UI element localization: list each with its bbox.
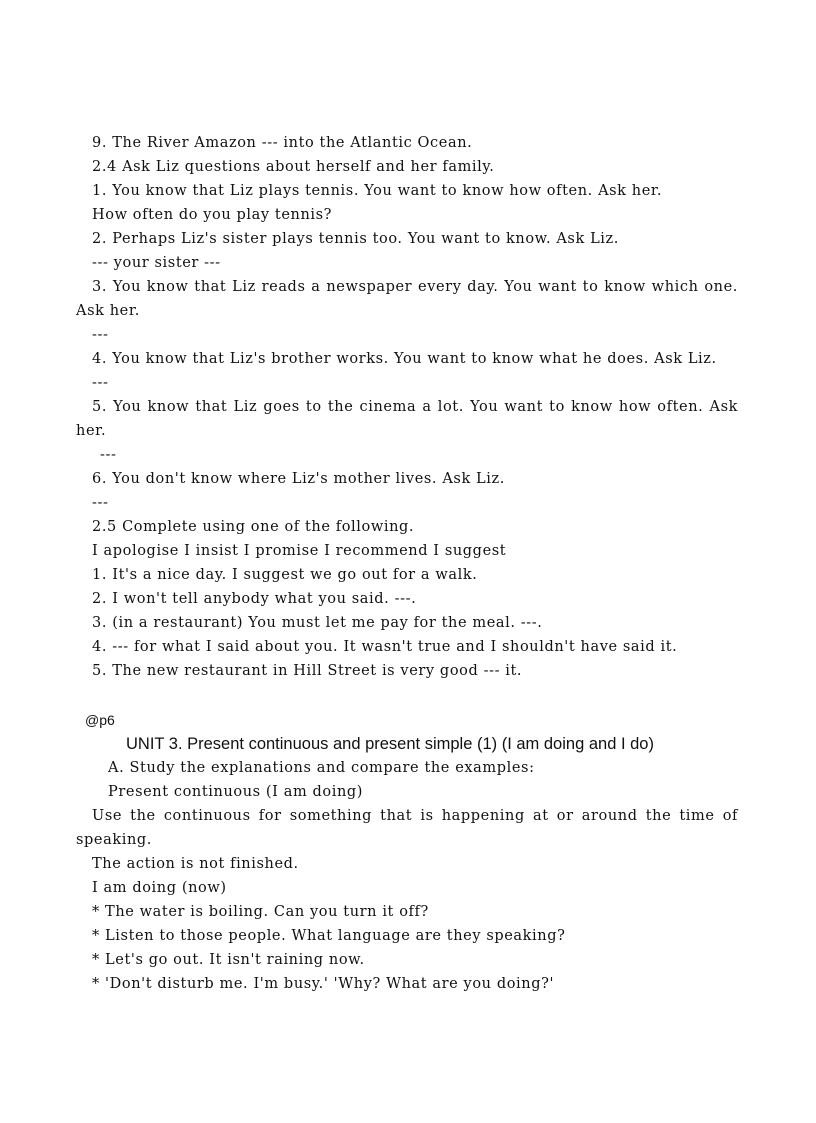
- options-list: I apologise I insist I promise I recommend I suggest: [92, 543, 507, 559]
- sentence-4: 4. --- for what I said about you. It wasn't true and I shouldn't have said it.: [92, 639, 678, 655]
- example-1: * The water is boiling. Can you turn it off?: [92, 904, 429, 920]
- section-a-heading: A. Study the explanations and compare the examples:: [108, 760, 535, 776]
- question-5-line-1: 5. You know that Liz goes to the cinema a lot. You want to know how often. Ask: [92, 399, 738, 415]
- example-4: * 'Don't disturb me. I'm busy.' 'Why? What are you doing?': [92, 976, 555, 992]
- answer-1: How often do you play tennis?: [92, 207, 333, 223]
- answer-2: --- your sister ---: [92, 255, 221, 271]
- question-6: 6. You don't know where Liz's mother lives. Ask Liz.: [92, 471, 505, 487]
- example-3: * Let's go out. It isn't raining now.: [92, 952, 365, 968]
- question-4: 4. You know that Liz's brother works. You want to know what he does. Ask Liz.: [92, 351, 717, 367]
- page-marker: @p6: [85, 712, 115, 728]
- question-3-line-2: Ask her.: [76, 303, 140, 319]
- question-5-line-2: her.: [76, 423, 107, 439]
- answer-3: ---: [92, 327, 109, 343]
- answer-4: ---: [92, 375, 109, 391]
- unit-title: UNIT 3. Present continuous and present simple (1) (I am doing and I do): [126, 735, 654, 753]
- sentence-1: 1. It's a nice day. I suggest we go out for a walk.: [92, 567, 478, 583]
- i-am-doing: I am doing (now): [92, 880, 227, 896]
- question-2: 2. Perhaps Liz's sister plays tennis too. You want to know. Ask Liz.: [92, 231, 619, 247]
- example-2: * Listen to those people. What language are they speaking?: [92, 928, 566, 944]
- answer-6: ---: [92, 495, 109, 511]
- exercise-line-9: 9. The River Amazon --- into the Atlantic Ocean.: [92, 135, 473, 151]
- question-3-line-1: 3. You know that Liz reads a newspaper every day. You want to know which one.: [92, 279, 738, 295]
- action-not-finished: The action is not finished.: [92, 856, 299, 872]
- present-continuous-heading: Present continuous (I am doing): [108, 784, 364, 800]
- usage-line-1: Use the continuous for something that is happening at or around the time of: [92, 808, 738, 824]
- question-1: 1. You know that Liz plays tennis. You want to know how often. Ask her.: [92, 183, 663, 199]
- sentence-2: 2. I won't tell anybody what you said. ---.: [92, 591, 417, 607]
- sentence-3: 3. (in a restaurant) You must let me pay for the meal. ---.: [92, 615, 543, 631]
- usage-line-2: speaking.: [76, 832, 153, 848]
- exercise-2-5-title: 2.5 Complete using one of the following.: [92, 519, 415, 535]
- answer-5: ---: [100, 447, 117, 463]
- sentence-5: 5. The new restaurant in Hill Street is very good --- it.: [92, 663, 523, 679]
- exercise-2-4-title: 2.4 Ask Liz questions about herself and her family.: [92, 159, 495, 175]
